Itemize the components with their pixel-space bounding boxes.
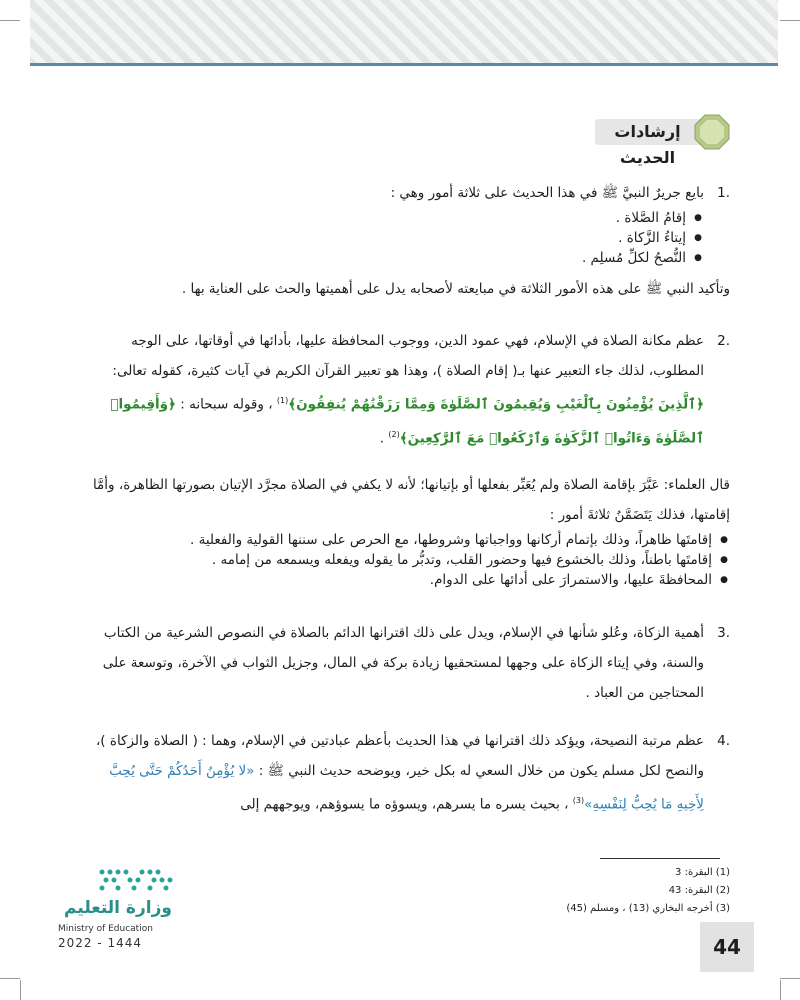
ministry-year: 2022 - 1444 xyxy=(58,936,143,950)
point-3-text: أهمية الزكاة، وعُلو شأنها في الإسلام، ويدل على ذلك اقترانها الدائم بالصلاة في النصوص الشرعية من الكتاب والسنة، وفي إيتاء الزكاة على وجهها لمستحقيها زيادة بركة في المال، وجزيل الثواب في الآخرة، وتوسعة على المحتاجين من العباد . xyxy=(102,625,704,701)
list-item: ● إقامتَها ظاهراً، وذلك بإتمام أركانها وواجباتها وشروطها، مع الحرص على سننها القولية والفعلية . xyxy=(80,530,712,550)
footnote: (1) البقرة: 3 xyxy=(675,867,730,878)
ministry-name-en: Ministry of Education xyxy=(58,924,153,934)
page-number: 44 xyxy=(700,922,754,972)
footnotes xyxy=(530,864,730,918)
point-2-text: عظم مكانة الصلاة في الإسلام، فهي عمود الدين، ووجوب المحافظة عليها، بأدائها في أوقاتها، على الوجه المطلوب، لذلك جاء التعبير عنها بـ( إقام الصلاة )، وهذا هو تعبير القرآن الكريم في آيات كثيرة، كقوله تعالى: xyxy=(112,333,704,379)
list-item: ● إيتاءُ الزَّكاة . xyxy=(80,228,686,248)
prayer-bullets xyxy=(80,530,730,590)
crop-mark xyxy=(20,980,21,1000)
point-number: 2. xyxy=(717,333,730,349)
ministry-dots-icon xyxy=(96,866,176,894)
footnote: (2) البقرة: 43 xyxy=(668,885,730,896)
header-ornament-band xyxy=(30,0,778,66)
point-1-intro: بايع جريرٌ النبيَّ ﷺ في هذا الحديث على ثلاثة أمور وهي : xyxy=(390,185,704,201)
footnote-divider xyxy=(600,858,720,859)
footnote-ref: (1) xyxy=(276,396,289,405)
ministry-name-ar: وزارة التعليم xyxy=(64,898,172,918)
list-item: ● النُّصحُ لكلِّ مُسلِم . xyxy=(80,248,686,268)
point-4-text: ، بحيث يسره ما يسرهم، ويسوؤه ما يسوؤهم، ويوجههم إلى xyxy=(240,796,569,813)
section-title: إرشادات الحديث xyxy=(595,119,700,145)
footnote-ref: (2) xyxy=(388,429,400,439)
point-number: 1. xyxy=(717,185,730,201)
point-4-text: عظم مرتبة النصيحة، ويؤكد ذلك اقترانها في هذا الحديث بأعظم عبادتين في الإسلام، وهما : ( الصلاة والزكاة )، والنصح لكل مسلم يكون من خلال السعي له بكل خير، ويوضحه حديث النبي ﷺ : xyxy=(95,733,704,779)
point-3 xyxy=(80,618,730,708)
quran-verse: ﴿وَأَقِيمُوا۟ ٱلصَّلَوٰةَ وَءَاتُوا۟ ٱلزَّكَوٰةَ وَٱرْكَعُوا۟ مَعَ ٱلرَّٰكِعِينَ﴾ xyxy=(110,396,704,446)
list-item: ● إقامُ الصَّلاة . xyxy=(80,208,686,228)
octagon-badge-icon xyxy=(694,114,730,150)
crop-mark xyxy=(780,978,800,979)
point-2 xyxy=(80,326,730,453)
point-1-conclusion: وتأكيد النبي ﷺ على هذه الأمور الثلاثة في مبايعته لأصحابه يدل على أهميتها والحث على العناية بها . xyxy=(181,281,730,297)
crop-mark xyxy=(0,978,20,979)
hadith-quote: «لا يُؤْمِنُ أَحَدُكُمْ حَتَّى يُحِبَّ لِأَخِيهِ مَا يُحِبُّ لِنَفْسِهِ» xyxy=(109,763,704,813)
ministry-logo xyxy=(58,866,178,956)
point-1-bullets xyxy=(80,208,704,268)
footnote: (3) أخرجه البخاري (13) ، ومسلم (45) xyxy=(566,903,730,914)
quran-verse: ﴿ٱلَّذِينَ يُؤْمِنُونَ بِٱلْغَيْبِ وَيُقِيمُونَ ٱلصَّلَوٰةَ وَمِمَّا رَزَقْنَٰهُمْ يُنفِقُونَ﴾ xyxy=(288,396,704,413)
point-2-text: . xyxy=(379,430,385,446)
crop-mark xyxy=(780,980,781,1000)
point-number: 4. xyxy=(717,733,730,749)
footnote-ref: (3) xyxy=(572,796,585,805)
scholars-note xyxy=(80,470,730,590)
crop-mark xyxy=(780,20,800,21)
scholars-text: قال العلماء: عَبَّرَ بإقامة الصلاة ولم يُعَبِّر بفعلها أو بإتيانها؛ لأنه لا يكفي في الصلاة مجرَّد الإتيان بصورتها الظاهرة، وأمَّا إقامتها، فذلك يَتَضَمَّنُ ثلاثةَ أمور : xyxy=(92,477,730,523)
point-1 xyxy=(80,178,730,304)
section-heading xyxy=(600,114,730,167)
point-4 xyxy=(80,726,730,820)
crop-mark xyxy=(0,20,20,21)
list-item: ● إقامتَها باطناً، وذلك بالخشوع فيها وحضور القلب، وتدبُّر ما يقوله ويفعله ويسمعه من إمامه . xyxy=(80,550,712,570)
point-2-text: ، وقوله سبحانه : xyxy=(180,396,273,413)
point-number: 3. xyxy=(717,625,730,641)
list-item: ● المحافظةَ عليها، والاستمرارَ على أدائها على الدوام. xyxy=(80,570,712,590)
